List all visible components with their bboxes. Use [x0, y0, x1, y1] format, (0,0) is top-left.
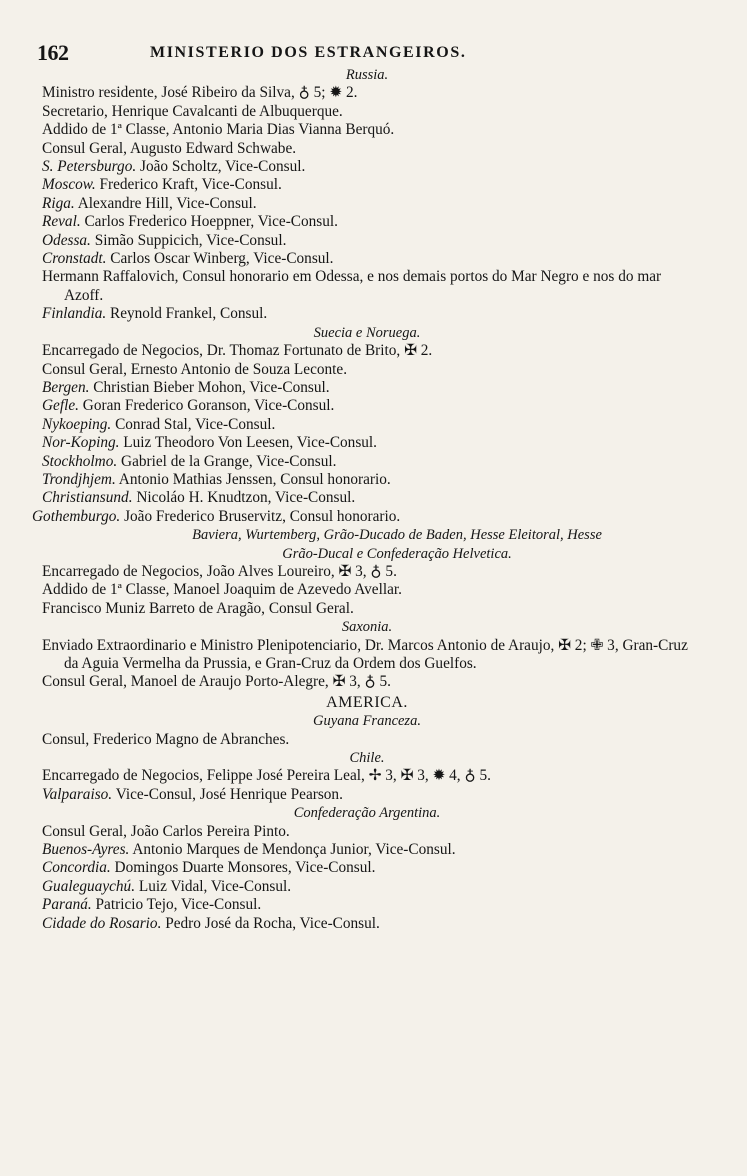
entry-text: Gabriel de la Grange, Vice-Consul. — [121, 452, 337, 470]
directory-entry — [42, 176, 692, 194]
section-heading-text: Suecia e Noruega. — [313, 324, 421, 341]
entry-place: Cidade do Rosario. — [42, 914, 162, 932]
section-heading — [42, 66, 692, 84]
entry-text: Simão Suppicich, Vice-Consul. — [94, 231, 287, 249]
entry-place: Gualeguaychú. — [42, 877, 136, 895]
directory-entry — [42, 361, 692, 379]
entry-text: Goran Frederico Goranson, Vice-Consul. — [82, 397, 335, 415]
entry-place: Concordia. — [42, 859, 111, 877]
entry-place: Reval. — [42, 213, 81, 231]
entry-place: Stockholmo. — [42, 452, 118, 470]
entry-text: Pedro José da Rocha, Vice-Consul. — [165, 914, 380, 932]
directory-entry — [32, 507, 692, 526]
entry-place: Valparaiso. — [42, 785, 113, 803]
entry-place: Christiansund. — [42, 489, 133, 507]
entry-text: Francisco Muniz Barreto de Aragão, Consul Geral. — [42, 599, 354, 617]
entry-text: João Frederico Bruservitz, Consul honorario. — [124, 507, 401, 525]
directory-entry — [42, 379, 692, 397]
directory-entry — [42, 767, 692, 785]
directory-entry — [42, 305, 692, 323]
directory-entry — [42, 786, 692, 804]
section-heading-text: Chile. — [349, 750, 385, 767]
entry-text: Antonio Marques de Mendonça Junior, Vice-Consul. — [132, 841, 456, 859]
entry-text: Luiz Theodoro Von Leesen, Vice-Consul. — [123, 434, 378, 452]
entry-place: Nykoeping. — [42, 415, 112, 433]
entry-text: Patricio Tejo, Vice-Consul. — [95, 896, 262, 914]
entry-text: Consul Geral, Ernesto Antonio de Souza Leconte. — [42, 360, 348, 378]
directory-entry — [42, 915, 692, 933]
entry-text: Frederico Kraft, Vice-Consul. — [99, 176, 282, 194]
directory-entry — [42, 195, 692, 213]
entry-text: Domingos Duarte Monsores, Vice-Consul. — [114, 859, 376, 877]
section-heading — [42, 526, 692, 563]
directory-entry — [42, 731, 692, 749]
entry-text: Christian Bieber Mohon, Vice-Consul. — [93, 378, 330, 396]
entry-place: Gefle. — [42, 397, 79, 415]
directory-entry — [42, 453, 692, 471]
directory-entry — [42, 471, 692, 489]
directory-entry — [42, 416, 692, 434]
directory-entry — [42, 673, 692, 691]
section-heading-text-line2: Grão-Ducal e Confederação Helvetica. — [282, 545, 512, 562]
directory-entry — [42, 84, 692, 102]
directory-entry — [42, 213, 692, 231]
directory-entry — [42, 896, 692, 914]
directory-entry — [42, 581, 692, 599]
entry-place: S. Petersburgo. — [42, 158, 137, 176]
entry-text: Consul, Frederico Magno de Abranches. — [42, 730, 290, 748]
directory-entry — [42, 158, 692, 176]
entry-text: Conrad Stal, Vice-Consul. — [115, 415, 276, 433]
running-head: MINISTERIO DOS ESTRANGEIROS. — [150, 44, 467, 61]
entry-place: Paraná. — [42, 896, 92, 914]
directory-entry — [42, 434, 692, 452]
section-heading — [42, 804, 692, 822]
directory-entry — [42, 121, 692, 139]
entry-text: Alexandre Hill, Vice-Consul. — [77, 194, 257, 212]
entry-text: Encarregado de Negocios, João Alves Loureiro, ✠ 3, ♁ 5. — [42, 562, 397, 580]
section-heading — [42, 694, 692, 712]
directory-entry — [42, 878, 692, 896]
page-number: 162 — [37, 40, 69, 65]
entry-text: Secretario, Henrique Cavalcanti de Albuquerque. — [42, 102, 343, 120]
section-heading — [42, 324, 692, 342]
entry-place: Cronstadt. — [42, 250, 107, 268]
entry-text: Nicoláo H. Knudtzon, Vice-Consul. — [136, 489, 356, 507]
directory-entry — [42, 600, 692, 618]
directory-entry — [42, 397, 692, 415]
entry-place: Finlandia. — [42, 305, 107, 323]
section-heading-text: Baviera, Wurtemberg, Grão-Ducado de Baden, Hesse Eleitoral, Hesse — [192, 527, 602, 544]
entry-text: Encarregado de Negocios, Felippe José Pereira Leal, ✢ 3, ✠ 3, ✹ 4, ♁ 5. — [42, 767, 491, 785]
section-heading-text: Saxonia. — [341, 619, 393, 636]
entry-text: Consul Geral, Augusto Edward Schwabe. — [42, 139, 297, 157]
entry-place: Trondjhjem. — [42, 470, 116, 488]
directory-entry — [42, 563, 692, 581]
entry-text: Carlos Oscar Winberg, Vice-Consul. — [110, 250, 334, 268]
directory-entry — [42, 268, 692, 305]
section-heading-text: Russia. — [345, 67, 389, 83]
entry-place: Buenos-Ayres. — [42, 841, 130, 859]
entry-text: Hermann Raffalovich, Consul honorario em Odessa, e nos demais portos do Mar Negro e nos do mar Azoff. — [42, 268, 662, 304]
directory-entry — [42, 489, 692, 507]
entry-text: Addido de 1ª Classe, Manoel Joaquim de Azevedo Avellar. — [42, 581, 402, 599]
entry-text: Reynold Frankel, Consul. — [110, 305, 268, 323]
entry-place: Odessa. — [42, 231, 91, 249]
section-heading — [42, 712, 692, 730]
entry-text: Consul Geral, João Carlos Pereira Pinto. — [42, 822, 290, 840]
directory-entry — [42, 637, 692, 674]
entry-text: Ministro residente, José Ribeiro da Silva, ♁ 5; ✹ 2. — [42, 84, 358, 102]
directory-entry — [42, 841, 692, 859]
entry-place: Gothemburgo. — [32, 507, 121, 525]
entry-text: João Scholtz, Vice-Consul. — [140, 158, 306, 176]
directory-entry — [42, 342, 692, 360]
section-heading — [42, 749, 692, 767]
section-heading-text: Confederação Argentina. — [293, 805, 441, 822]
directory-entry — [42, 103, 692, 121]
directory-entry — [42, 140, 692, 158]
section-heading-text: AMERICA. — [326, 693, 408, 711]
entry-text: Vice-Consul, José Henrique Pearson. — [115, 785, 343, 803]
entry-text: Consul Geral, Manoel de Araujo Porto-Alegre, ✠ 3, ♁ 5. — [42, 673, 391, 691]
entry-place: Riga. — [42, 194, 75, 212]
entry-text: Enviado Extraordinario e Ministro Plenipotenciario, Dr. Marcos Antonio de Araujo, ✠ 2; ✙ 3, Gran-Cruz da Aguia Vermelha da Prussia, e Gran-Cruz da Ordem dos Guelfos. — [42, 636, 688, 672]
entry-text: Carlos Frederico Hoeppner, Vice-Consul. — [84, 213, 338, 231]
section-heading — [42, 618, 692, 636]
page-body — [32, 66, 692, 933]
entry-text: Antonio Mathias Jenssen, Consul honorario. — [118, 470, 391, 488]
entry-text: Luiz Vidal, Vice-Consul. — [138, 877, 292, 895]
directory-entry — [42, 859, 692, 877]
entry-text: Addido de 1ª Classe, Antonio Maria Dias Vianna Berquó. — [42, 121, 395, 139]
section-heading-text: Guyana Franceza. — [313, 713, 421, 730]
directory-entry — [42, 232, 692, 250]
entry-place: Bergen. — [42, 378, 90, 396]
entry-place: Nor-Koping. — [42, 434, 120, 452]
directory-entry — [42, 250, 692, 268]
entry-text: Encarregado de Negocios, Dr. Thomaz Fortunato de Brito, ✠ 2. — [42, 342, 433, 360]
directory-entry — [42, 823, 692, 841]
entry-place: Moscow. — [42, 176, 96, 194]
